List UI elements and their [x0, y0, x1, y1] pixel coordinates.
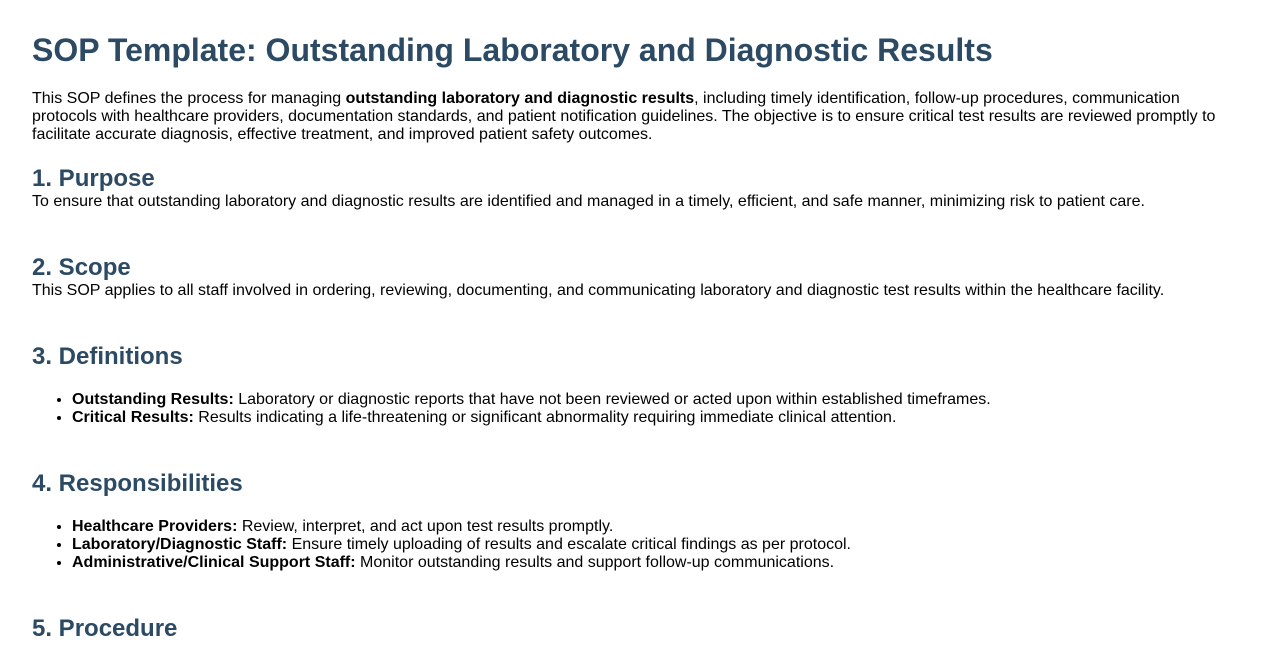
definition-term: Critical Results: [72, 409, 194, 426]
section-scope [32, 254, 1231, 300]
section-text-scope: This SOP applies to all staff involved in ordering, reviewing, documenting, and communicating laboratory and diagnostic test results within the healthcare facility. [32, 282, 1165, 299]
section-heading-purpose: 1. Purpose [32, 165, 155, 192]
section-heading-scope: 2. Scope [32, 254, 131, 281]
section-heading-responsibilities: 4. Responsibilities [32, 470, 243, 497]
section-responsibilities [32, 470, 1231, 572]
list-item [72, 518, 1231, 536]
list-item [72, 554, 1231, 572]
intro-text-bold: outstanding laboratory and diagnostic results [345, 90, 695, 107]
section-heading-procedure: 5. Procedure [32, 615, 178, 642]
list-item [72, 409, 1231, 427]
intro-text-after: , including timely identification, follow-up procedures, communication protocols with healthcare providers, documentation standards, and patient notification guidelines. The objective is to ensure critical test results are reviewed promptly to facilitate accurate diagnosis, effective treatment, and improved patient safety outcomes. [32, 90, 1216, 143]
definitions-list [32, 391, 1231, 427]
list-item [72, 536, 1231, 554]
responsibility-term: Healthcare Providers: [72, 518, 238, 535]
definition-desc: Results indicating a life-threatening or significant abnormality requiring immediate clinical attention. [193, 409, 897, 426]
page-title: SOP Template: Outstanding Laboratory and Diagnostic Results [32, 32, 993, 68]
responsibility-desc: Monitor outstanding results and support follow-up communications. [355, 554, 835, 571]
responsibility-desc: Ensure timely uploading of results and escalate critical findings as per protocol. [287, 536, 851, 553]
responsibility-desc: Review, interpret, and act upon test results promptly. [237, 518, 614, 535]
section-procedure [32, 615, 1231, 643]
responsibility-term: Laboratory/Diagnostic Staff: [72, 536, 288, 553]
definition-desc: Laboratory or diagnostic reports that have not been reviewed or acted upon within established timeframes. [233, 391, 991, 408]
definition-term: Outstanding Results: [72, 391, 234, 408]
responsibility-term: Administrative/Clinical Support Staff: [72, 554, 356, 571]
intro-text-before: This SOP defines the process for managing [32, 90, 346, 107]
list-item [72, 391, 1231, 409]
section-text-purpose: To ensure that outstanding laboratory and diagnostic results are identified and managed in a timely, efficient, and safe manner, minimizing risk to patient care. [32, 193, 1145, 210]
intro-paragraph [32, 90, 1231, 144]
section-heading-definitions: 3. Definitions [32, 343, 183, 370]
section-purpose [32, 165, 1231, 211]
section-definitions [32, 343, 1231, 427]
responsibilities-list [32, 518, 1231, 572]
